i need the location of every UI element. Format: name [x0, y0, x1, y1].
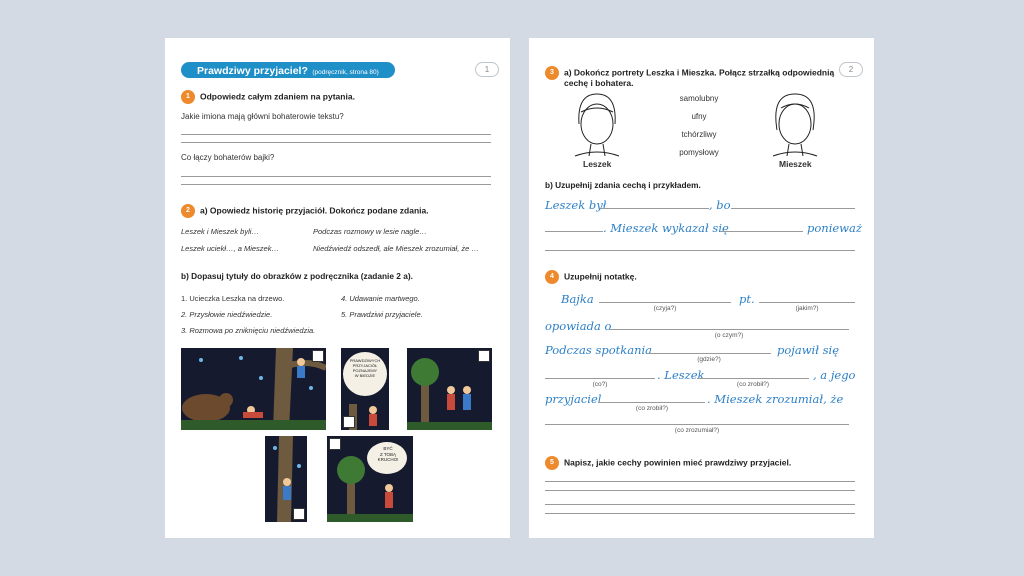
- bubble-line: Z TOBĄ: [379, 451, 397, 457]
- bubble-line: POZNAJEMY: [352, 368, 378, 373]
- hint-co: (co?): [592, 381, 608, 388]
- task-number-badge: 3: [545, 66, 559, 80]
- task-number-badge: 2: [181, 204, 195, 218]
- title-text: Prawdziwy przyjaciel?: [197, 65, 308, 77]
- handwritten-opowiada: opowiada o: [545, 319, 612, 333]
- hint-co-zrozumial: (co zrozumiał?): [674, 427, 720, 434]
- answer-line[interactable]: [181, 184, 491, 185]
- handwritten-poniewaz: ponieważ: [807, 221, 862, 235]
- handwritten-pt: pt.: [739, 292, 755, 306]
- answer-line[interactable]: [181, 176, 491, 177]
- task3-instruction-line2: cechę i bohatera.: [564, 78, 634, 88]
- title-note: (podręcznik, strona 80): [312, 69, 379, 76]
- handwritten-leszek: . Leszek: [657, 368, 705, 382]
- task3-instruction-line1: a) Dokończ portrety Leszka i Mieszka. Połącz strzałką odpowiednią: [564, 67, 835, 78]
- illustration-friends: [407, 348, 492, 430]
- answer-line[interactable]: [545, 250, 855, 251]
- handwritten-bo: , bo: [709, 198, 731, 212]
- speech-bubble-danger: [371, 446, 405, 463]
- task5-heading: [545, 456, 791, 470]
- answer-box[interactable]: [478, 350, 490, 362]
- hint-gdzie: (gdzie?): [697, 356, 721, 363]
- answer-line[interactable]: [759, 302, 855, 303]
- task4-heading: [545, 270, 637, 284]
- page-number: 1: [475, 62, 499, 77]
- task2-heading: [181, 204, 429, 218]
- worksheet-page-2: [529, 38, 874, 538]
- task2b-instruction: b) Dopasuj tytuły do obrazków z podręcznika (zadanie 2 a).: [181, 271, 413, 281]
- bear-forest-image: [181, 348, 326, 430]
- answer-line[interactable]: [647, 353, 771, 354]
- handwritten-pojawil: pojawił się: [777, 343, 839, 357]
- picture-title-1: 1. Ucieczka Leszka na drzewo.: [181, 294, 285, 303]
- answer-line[interactable]: [545, 513, 855, 514]
- hint-co-zrobil: (co zrobił?): [736, 381, 770, 388]
- bubble-line: W BIEDZIE: [354, 373, 376, 378]
- answer-line[interactable]: [181, 142, 491, 143]
- hint-jakim: (jakim?): [795, 305, 819, 312]
- trait-option[interactable]: tchórzliwy: [681, 130, 717, 139]
- handwritten-bajka: Bajka: [561, 292, 594, 306]
- illustration-escape: [265, 436, 307, 522]
- answer-line[interactable]: [545, 481, 855, 482]
- task1-instruction: Odpowiedz całym zdaniem na pytania.: [200, 91, 355, 102]
- name-label-mieszek: Mieszek: [779, 159, 812, 169]
- handwritten-a-jego: , a jego: [813, 368, 856, 382]
- handwritten-przyjaciel: przyjaciel: [545, 392, 602, 406]
- illustration-conversation: [327, 436, 413, 522]
- task1-question-1: Jakie imiona mają główni bohaterowie tekstu?: [181, 112, 344, 121]
- answer-line[interactable]: [545, 231, 603, 232]
- worksheet-page-1: [165, 38, 510, 538]
- hint-czyja: (czyja?): [653, 305, 677, 312]
- face-outline-mieszek: [767, 90, 823, 158]
- answer-line[interactable]: [181, 134, 491, 135]
- handwritten-leszek-byl: Leszek był: [545, 198, 607, 212]
- answer-line[interactable]: [545, 490, 855, 491]
- answer-line[interactable]: [599, 402, 705, 403]
- sentence-starter-2: Podczas rozmowy w lesie nagle…: [313, 227, 427, 236]
- hint-o-czym: (o czym?): [714, 332, 744, 339]
- sentence-starter-4: Niedźwiedź odszedł, ale Mieszek zrozumiał, że …: [313, 244, 479, 253]
- sentence-starter-1: Leszek i Mieszek byli…: [181, 227, 259, 236]
- face-outline-leszek: [569, 90, 625, 158]
- handwritten-mieszek-zrozumial: . Mieszek zrozumiał, że: [707, 392, 844, 406]
- bubble-line: PRAWDZIWYCH: [349, 358, 381, 363]
- answer-box[interactable]: [329, 438, 341, 450]
- speech-bubble-proverb: [347, 358, 383, 378]
- trait-option[interactable]: samolubny: [679, 94, 719, 103]
- answer-box[interactable]: [293, 508, 305, 520]
- hint-co-zrobil: (co zrobił?): [635, 405, 669, 412]
- task-number-badge: 4: [545, 270, 559, 284]
- picture-title-2: 2. Przysłowie niedźwiedzie.: [181, 310, 273, 319]
- answer-line[interactable]: [721, 231, 803, 232]
- task4-instruction: Uzupełnij notatkę.: [564, 271, 637, 282]
- answer-box[interactable]: [312, 350, 324, 362]
- answer-line[interactable]: [599, 302, 731, 303]
- answer-line[interactable]: [545, 504, 855, 505]
- answer-line[interactable]: [731, 208, 855, 209]
- picture-title-3: 3. Rozmowa po zniknięciu niedźwiedzia.: [181, 326, 316, 335]
- task1-question-2: Co łączy bohaterów bajki?: [181, 153, 275, 162]
- task5-instruction: Napisz, jakie cechy powinien mieć prawdziwy przyjaciel.: [564, 457, 792, 468]
- trait-option[interactable]: pomysłowy: [679, 148, 719, 157]
- task-number-badge: 5: [545, 456, 559, 470]
- task-number-badge: 1: [181, 90, 195, 104]
- page-number: 2: [839, 62, 863, 77]
- picture-title-5: 5. Prawdziwi przyjaciele.: [341, 310, 423, 319]
- answer-line[interactable]: [601, 208, 709, 209]
- picture-title-4: 4. Udawanie martwego.: [341, 294, 420, 303]
- task3b-instruction: b) Uzupełnij zdania cechą i przykładem.: [545, 180, 701, 190]
- illustration-bear-scene: [181, 348, 326, 430]
- illustration-proverb: [341, 348, 389, 430]
- bubble-line: PRZYJACIÓŁ: [352, 363, 378, 368]
- answer-line[interactable]: [545, 378, 655, 379]
- handwritten-mieszek-wykazal: . Mieszek wykazał się: [603, 221, 729, 235]
- sentence-starter-3: Leszek uciekł…, a Mieszek…: [181, 244, 279, 253]
- bubble-line: KRUCHO!: [377, 457, 399, 462]
- task1-heading: [181, 90, 355, 104]
- answer-line[interactable]: [545, 424, 849, 425]
- worksheet-title: [181, 62, 395, 78]
- handwritten-podczas: Podczas spotkania: [545, 343, 653, 357]
- answer-box[interactable]: [343, 416, 355, 428]
- task2-instruction: a) Opowiedz historię przyjaciół. Dokończ podane zdania.: [200, 205, 429, 216]
- answer-line[interactable]: [609, 329, 849, 330]
- bubble-line: BYĆ: [383, 446, 393, 451]
- name-label-leszek: Leszek: [583, 159, 612, 169]
- trait-option[interactable]: ufny: [691, 112, 707, 121]
- answer-line[interactable]: [697, 378, 809, 379]
